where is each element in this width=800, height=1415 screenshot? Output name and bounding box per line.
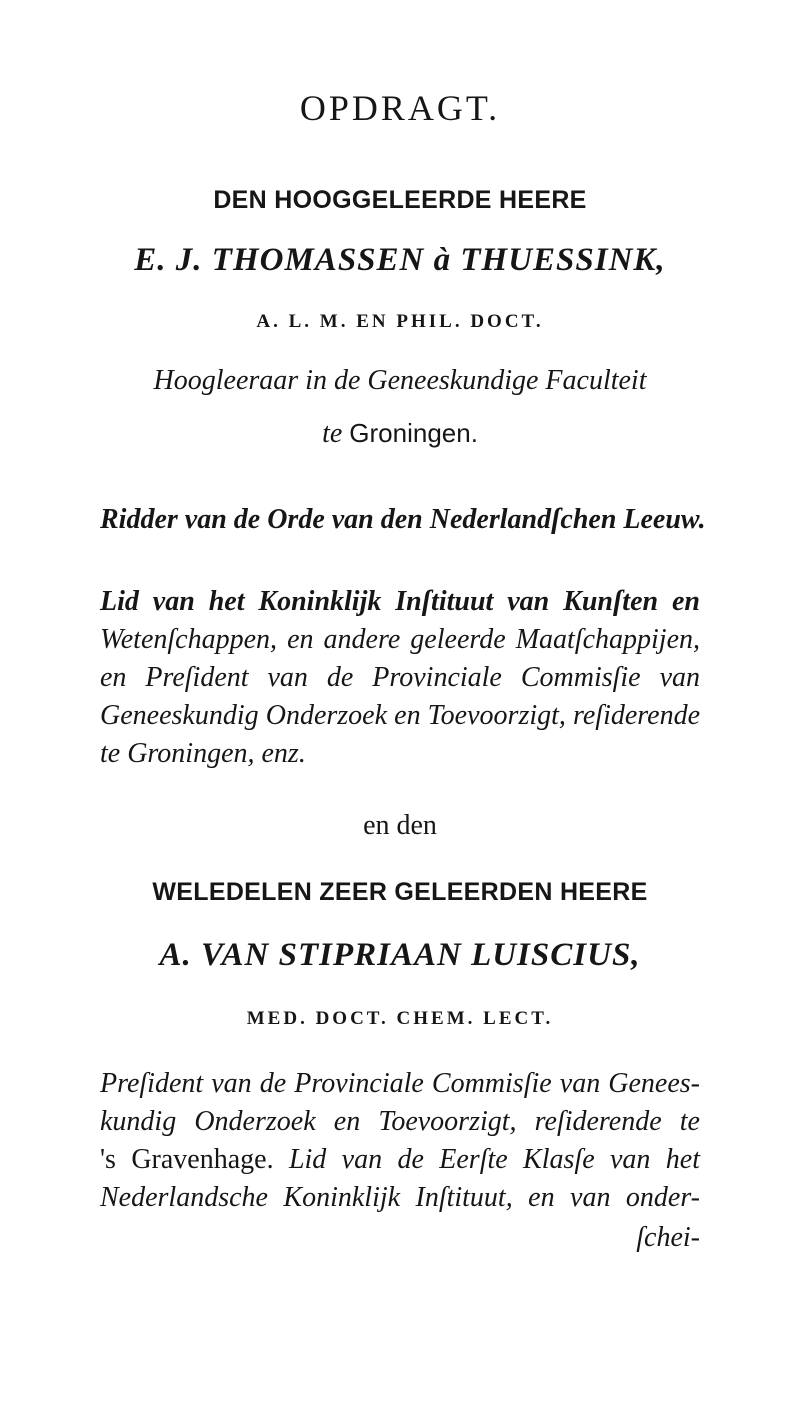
recipient-2-description-line: kundig Onderzoek en Toevoorzigt, reſiderende te: [100, 1106, 700, 1137]
page-title: OPDRAGT.: [299, 88, 501, 128]
recipient-2-description-line: Nederlandsche Koninklijk Inſtituut, en van onder-: [100, 1182, 700, 1213]
dedication-heading-first: DEN HOOGGELEERDE HEERE: [213, 186, 587, 214]
position-place: Groningen.: [349, 418, 478, 448]
recipient-1-membership-line: Wetenſchappen, en andere geleerde Maatſchappijen,: [100, 624, 700, 655]
dedication-heading-second: WELEDELEN ZEER GELEERDEN HEERE: [152, 878, 648, 906]
membership-text: Lid van de Eerſte Klasſe van het: [288, 1144, 700, 1175]
recipient-1-name: E. J. THOMASSEN à THUESSINK,: [134, 242, 666, 278]
recipient-1-membership-line: Lid van het Koninklijk Inſtituut van Kunſten en: [100, 586, 700, 617]
place-name: 's Gravenhage.: [100, 1144, 274, 1175]
recipient-1-degrees: A. L. M. EN PHIL. DOCT.: [256, 311, 544, 332]
catchword: ſchei-: [636, 1222, 700, 1253]
recipient-1-position-line-2: [100, 420, 700, 448]
recipient-2-name: A. VAN STIPRIAAN LUISCIUS,: [159, 937, 641, 973]
recipient-1-membership-line: te Groningen, enz.: [100, 738, 306, 769]
recipient-1-order: Ridder van de Orde van den Nederlandſchen Leeuw.: [100, 504, 706, 535]
recipient-2-degrees: MED. DOCT. CHEM. LECT.: [246, 1008, 554, 1029]
conjunction: en den: [363, 810, 437, 841]
position-prefix: te: [322, 418, 343, 449]
recipient-1-position-line-1: Hoogleeraar in de Geneeskundige Faculteit: [153, 365, 647, 396]
recipient-2-description-line: Preſident van de Provinciale Commisſie van Genees-: [100, 1068, 700, 1099]
recipient-2-description-line: [100, 1146, 700, 1174]
recipient-1-membership-line: Geneeskundig Onderzoek en Toevoorzigt, reſiderende: [100, 700, 700, 731]
recipient-1-membership-line: en Preſident van de Provinciale Commisſie van: [100, 662, 700, 693]
